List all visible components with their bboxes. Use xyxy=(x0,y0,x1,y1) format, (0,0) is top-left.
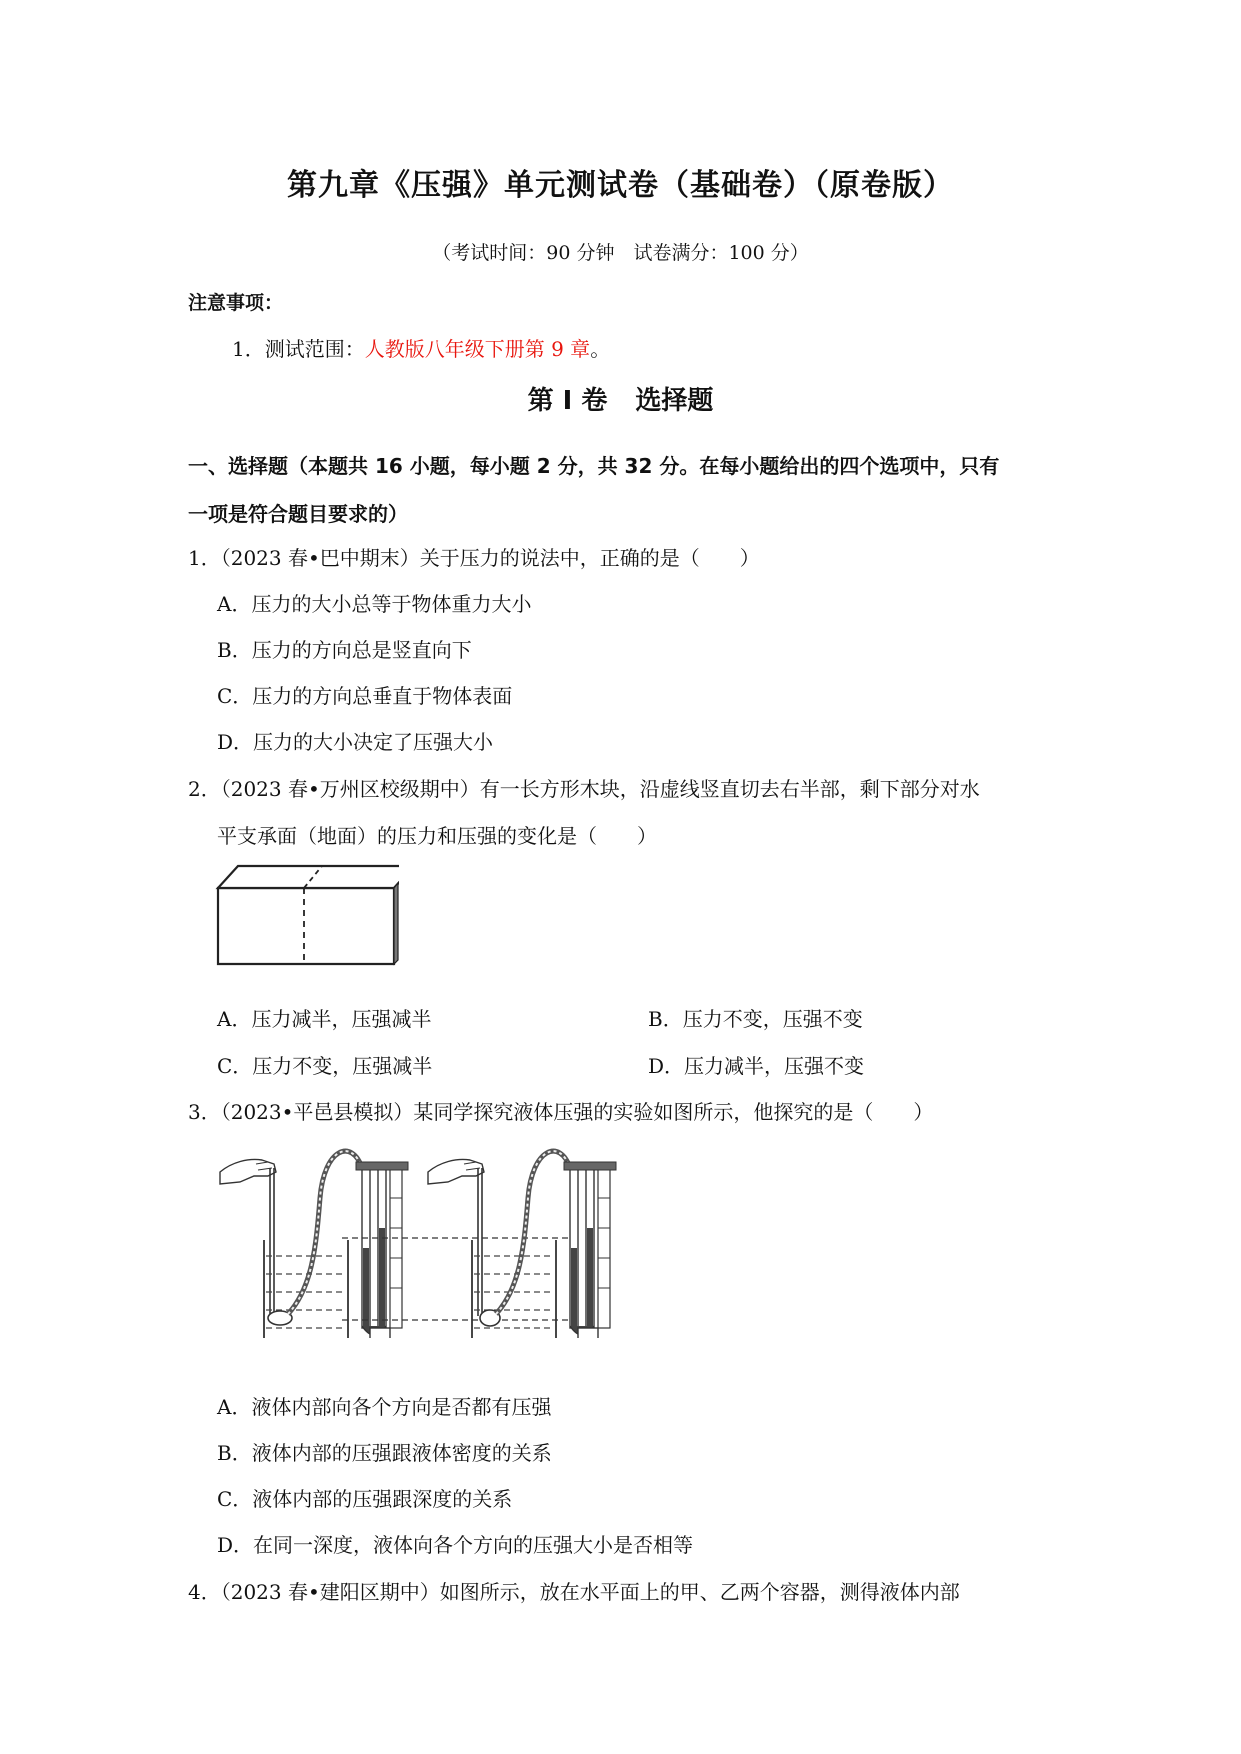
page-title: 第九章《压强》单元测试卷（基础卷）（原卷版） xyxy=(287,168,954,203)
question-2-option-a: A．压力减半，压强减半 xyxy=(217,1007,432,1031)
notice-item-prefix: 1．测试范围： xyxy=(232,337,365,361)
notice-label: 注意事项： xyxy=(188,292,284,314)
question-2-option-d: D．压力减半，压强不变 xyxy=(648,1054,865,1078)
notice-item xyxy=(232,333,610,362)
section-name: 选择题 xyxy=(635,386,714,416)
question-2-option-b: B．压力不变，压强不变 xyxy=(648,1007,863,1031)
question-4-stem: 4．（2023 春•建阳区期中）如图所示，放在水平面上的甲、乙两个容器，测得液体内部 xyxy=(188,1580,960,1604)
section-intro-line2: 一项是符合题目要求的） xyxy=(188,502,408,526)
setup-left xyxy=(220,1151,408,1338)
question-3-stem: 3．（2023•平邑县模拟）某同学探究液体压强的实验如图所示，他探究的是（ ） xyxy=(188,1100,934,1124)
question-2-stem-line1: 2．（2023 春•万州区校级期中）有一长方形木块，沿虚线竖直切去右半部，剩下部分对水 xyxy=(188,777,980,801)
section-title xyxy=(0,380,1241,417)
question-3-option-a: A．液体内部向各个方向是否都有压强 xyxy=(217,1395,552,1419)
setup-right xyxy=(428,1151,616,1338)
question-1-option-c: C．压力的方向总垂直于物体表面 xyxy=(217,684,513,708)
question-2-option-c: C．压力不变，压强减半 xyxy=(217,1054,433,1078)
liquid-pressure-experiment-figure xyxy=(212,1138,642,1338)
question-3-option-c: C．液体内部的压强跟深度的关系 xyxy=(217,1487,513,1511)
wood-block-figure xyxy=(214,860,399,968)
question-1-option-d: D．压力的大小决定了压强大小 xyxy=(217,730,494,754)
question-1-stem: 1．（2023 春•巴中期末）关于压力的说法中，正确的是（ ） xyxy=(188,546,760,570)
section-intro-line1: 一、选择题（本题共 16 小题，每小题 2 分，共 32 分。在每小题给出的四个选项中，只有 xyxy=(188,454,1000,478)
question-1-option-b: B．压力的方向总是竖直向下 xyxy=(217,638,472,662)
notice-item-suffix: 。 xyxy=(590,337,611,361)
question-3-option-b: B．液体内部的压强跟液体密度的关系 xyxy=(217,1441,552,1465)
section-part: 第 I 卷 xyxy=(527,386,608,416)
question-1-option-a: A．压力的大小总等于物体重力大小 xyxy=(217,592,532,616)
question-2-stem-line2: 平支承面（地面）的压力和压强的变化是（ ） xyxy=(217,824,657,848)
question-3-option-d: D．在同一深度，液体向各个方向的压强大小是否相等 xyxy=(217,1533,694,1557)
exam-subtitle: （考试时间：90 分钟 试卷满分：100 分） xyxy=(432,242,809,264)
notice-item-scope: 人教版八年级下册第 9 章 xyxy=(364,337,591,361)
